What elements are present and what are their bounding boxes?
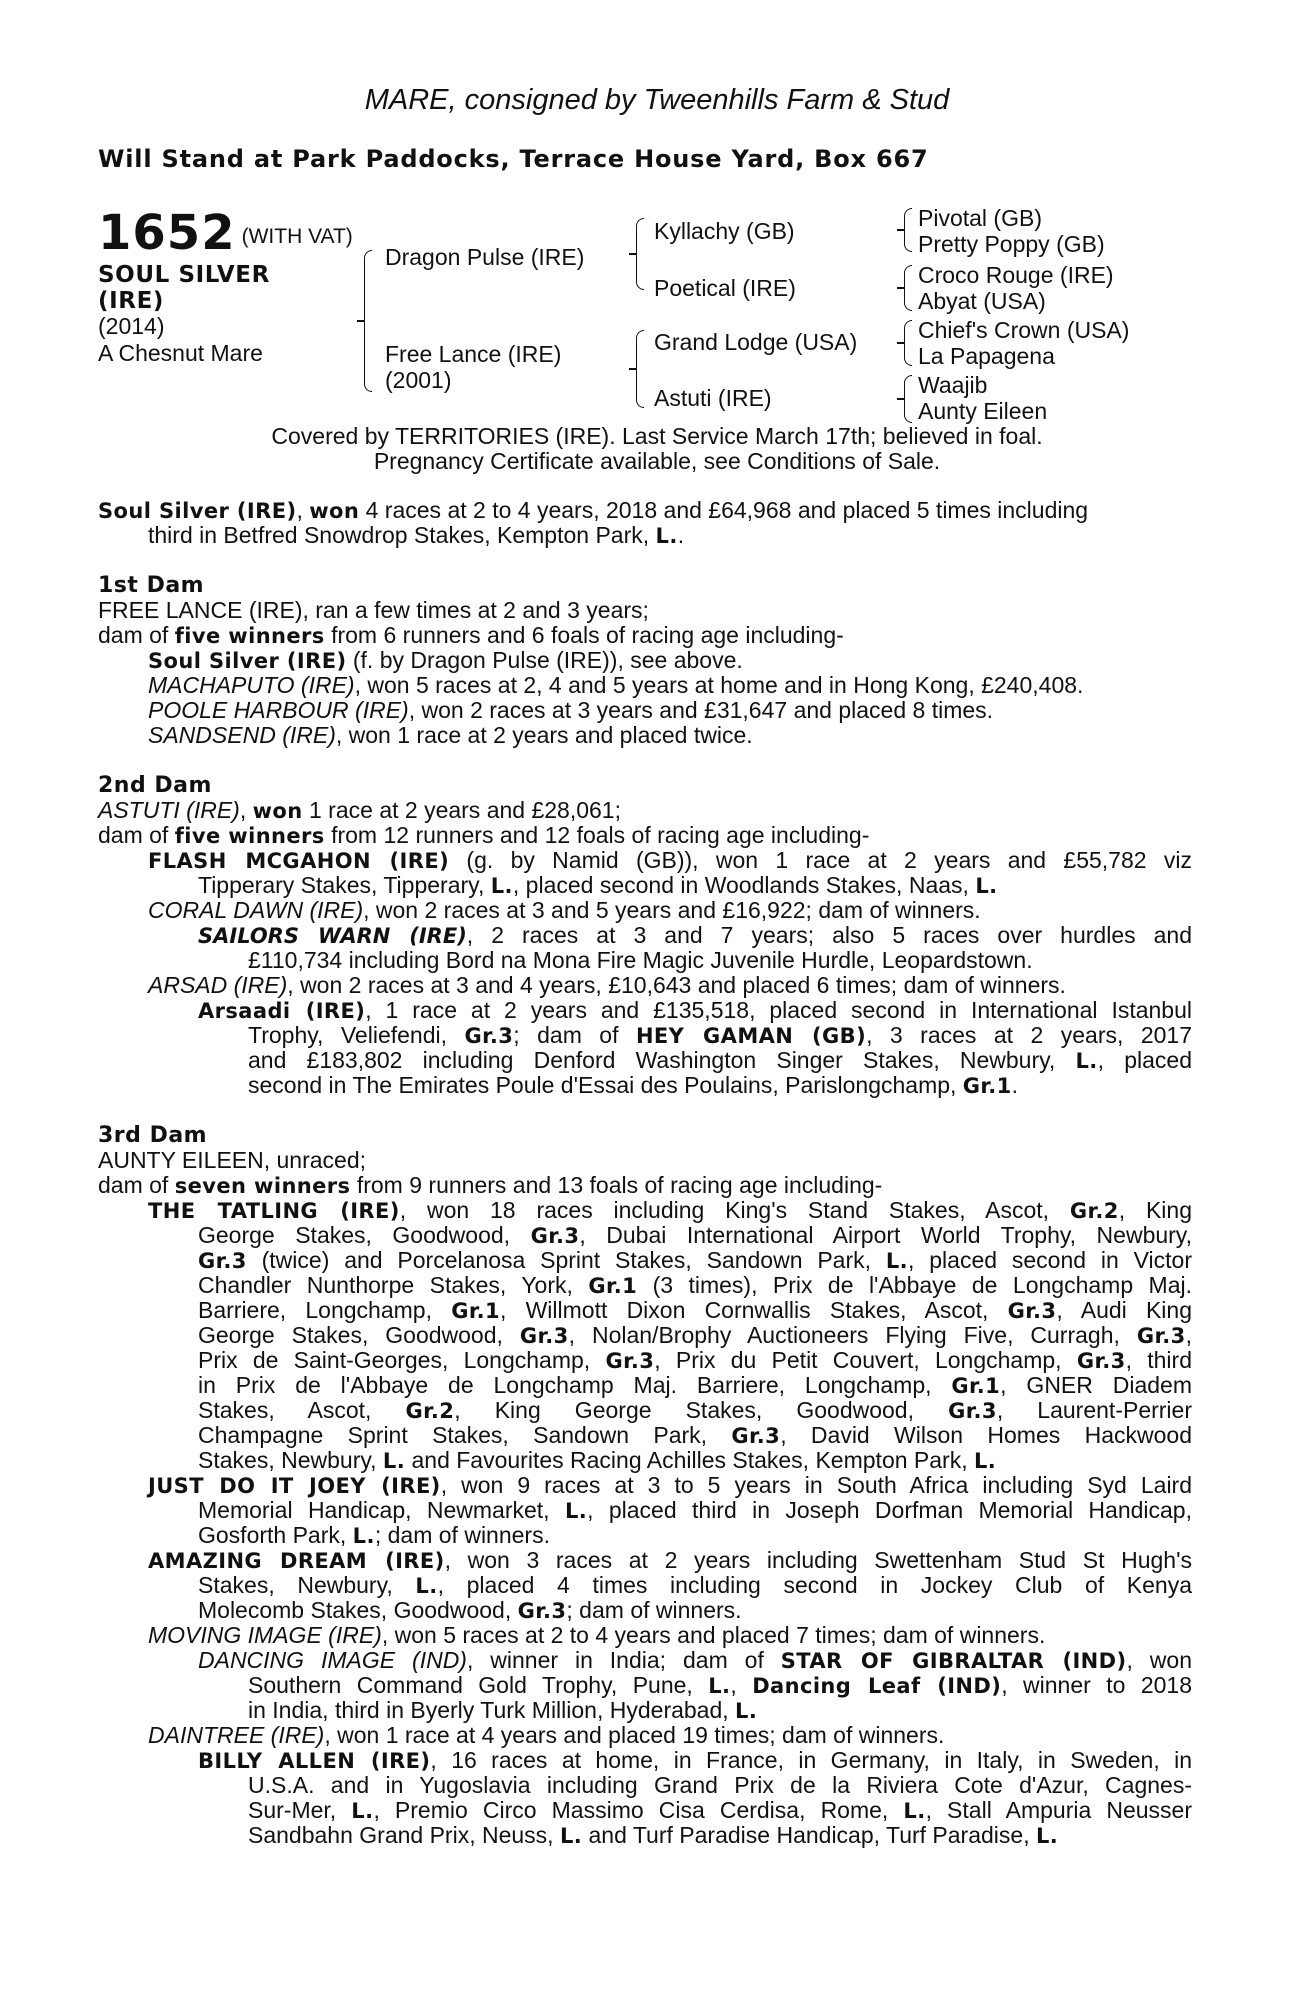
produce-entry-cont: Sur-Mer, L., Premio Circo Massimo Cisa Cerdisa, Rome, L., Stall Ampuria Neusser: [248, 1797, 1192, 1823]
produce-entry-cont: George Stakes, Goodwood, Gr.3, Nolan/Brophy Auctioneers Flying Five, Curragh, Gr.3,: [198, 1322, 1192, 1348]
vat-note: (WITH VAT): [241, 225, 353, 248]
pedigree-brace: [904, 208, 912, 252]
produce-entry: DANCING IMAGE (IND), winner in India; dam of STAR OF GIBRALTAR (IND), won: [198, 1647, 1192, 1673]
lot-header: [98, 205, 353, 261]
second-dam-line: ASTUTI (IRE), won 1 race at 2 years and £28,061;: [98, 797, 621, 823]
consignor-subtitle: MARE, consigned by Tweenhills Farm & Stud: [364, 84, 950, 116]
produce-entry-cont: George Stakes, Goodwood, Gr.3, Dubai International Airport World Trophy, Newbury,: [198, 1222, 1192, 1248]
produce-entry-cont: Tipperary Stakes, Tipperary, L., placed second in Woodlands Stakes, Naas, L.: [198, 872, 998, 898]
first-dam-line: FREE LANCE (IRE), ran a few times at 2 and 3 years;: [98, 597, 649, 623]
produce-entry: JUST DO IT JOEY (IRE), won 9 races at 3 to 5 years in South Africa including Syd Laird: [148, 1472, 1193, 1498]
first-dam-heading: 1st Dam: [98, 573, 205, 598]
pedigree-g3-2: Pretty Poppy (GB): [918, 231, 1105, 257]
pedigree-brace-point: [357, 320, 364, 322]
produce-entry-cont: Memorial Handicap, Newmarket, L., placed third in Joseph Dorfman Memorial Handicap,: [198, 1497, 1192, 1523]
pedigree-sire-dam: Poetical (IRE): [654, 275, 796, 301]
pedigree-brace: [636, 218, 644, 290]
horse-description: A Chesnut Mare: [98, 340, 263, 366]
produce-entry: Soul Silver (IRE) (f. by Dragon Pulse (IRE)), see above.: [148, 647, 743, 673]
produce-entry: MOVING IMAGE (IRE), won 5 races at 2 to 4 years and placed 7 times; dam of winners.: [148, 1622, 1046, 1648]
produce-entry: DAINTREE (IRE), won 1 race at 4 years and placed 19 times; dam of winners.: [148, 1722, 945, 1748]
pedigree-brace-point: [897, 229, 904, 231]
produce-entry: AMAZING DREAM (IRE), won 3 races at 2 years including Swettenham Stud St Hugh's: [148, 1547, 1192, 1573]
produce-entry-cont: Trophy, Veliefendi, Gr.3; dam of HEY GAMAN (GB), 3 races at 2 years, 2017: [248, 1022, 1192, 1048]
pedigree-g3-1: Pivotal (GB): [918, 205, 1042, 231]
produce-entry-cont: Sandbahn Grand Prix, Neuss, L. and Turf Paradise Handicap, Turf Paradise, L.: [248, 1822, 1059, 1848]
produce-entry-cont: Stakes, Newbury, L., placed 4 times including second in Jockey Club of Kenya: [198, 1572, 1193, 1598]
produce-entry-cont: Molecomb Stakes, Goodwood, Gr.3; dam of winners.: [198, 1597, 742, 1623]
pedigree-g3-6: La Papagena: [918, 343, 1055, 369]
second-dam-produce-line: dam of five winners from 12 runners and 12 foals of racing age including-: [98, 822, 870, 848]
produce-entry-cont: £110,734 including Bord na Mona Fire Magic Juvenile Hurdle, Leopardstown.: [248, 947, 1033, 973]
pedigree-brace: [904, 320, 912, 366]
pedigree-dam: Free Lance (IRE): [385, 341, 562, 367]
covering-note: Covered by TERRITORIES (IRE). Last Service March 17th; believed in foal.: [271, 423, 1043, 449]
pedigree-g3-3: Croco Rouge (IRE): [918, 262, 1114, 288]
pedigree-brace: [904, 375, 912, 423]
produce-entry: Arsaadi (IRE), 1 race at 2 years and £135,518, placed second in International Istanbul: [198, 997, 1193, 1023]
pedigree-g3-5: Chief's Crown (USA): [918, 317, 1130, 343]
pedigree-g3-7: Waajib: [918, 372, 988, 398]
produce-entry-cont: Gosforth Park, L.; dam of winners.: [198, 1522, 550, 1548]
pedigree-sire: Dragon Pulse (IRE): [385, 244, 585, 270]
produce-entry-cont: Chandler Nunthorpe Stakes, York, Gr.1 (3 times), Prix de l'Abbaye de Longchamp Maj.: [198, 1272, 1192, 1298]
produce-entry-cont: in India, third in Byerly Turk Million, Hyderabad, L.: [248, 1697, 758, 1723]
summary-line: third in Betfred Snowdrop Stakes, Kempton Park, L..: [148, 522, 685, 548]
pedigree-brace-point: [897, 398, 904, 400]
horse-year: (2014): [98, 313, 165, 339]
pedigree-sire-sire: Kyllachy (GB): [654, 218, 795, 244]
summary-line: Soul Silver (IRE), won 4 races at 2 to 4 years, 2018 and £64,968 and placed 5 times including: [98, 497, 1089, 523]
produce-entry: FLASH MCGAHON (IRE) (g. by Namid (GB)), won 1 race at 2 years and £55,782 viz: [148, 847, 1192, 873]
pedigree-dam-dam: Astuti (IRE): [654, 385, 772, 411]
produce-entry: THE TATLING (IRE), won 18 races including King's Stand Stakes, Ascot, Gr.2, King: [148, 1197, 1192, 1223]
pedigree-g3-4: Abyat (USA): [918, 288, 1046, 314]
horse-name-line1: SOUL SILVER: [98, 262, 270, 288]
produce-entry: BILLY ALLEN (IRE), 16 races at home, in France, in Germany, in Italy, in Sweden, in: [198, 1747, 1192, 1773]
horse-name: [98, 262, 318, 314]
pedigree-brace: [636, 330, 644, 408]
produce-entry-cont: Barriere, Longchamp, Gr.1, Willmott Dixon Cornwallis Stakes, Ascot, Gr.3, Audi King: [198, 1297, 1192, 1323]
produce-entry: CORAL DAWN (IRE), won 2 races at 3 and 5 years and £16,922; dam of winners.: [148, 897, 981, 923]
lot-number: 1652: [98, 205, 236, 261]
pedigree-brace-point: [897, 287, 904, 289]
produce-entry: SAILORS WARN (IRE), 2 races at 3 and 7 years; also 5 races over hurdles and: [198, 922, 1193, 948]
third-dam-produce-line: dam of seven winners from 9 runners and 13 foals of racing age including-: [98, 1172, 883, 1198]
produce-entry-cont: Prix de Saint-Georges, Longchamp, Gr.3, Prix du Petit Couvert, Longchamp, Gr.3, third: [198, 1347, 1192, 1373]
summary-horse-name: Soul Silver (IRE): [98, 499, 297, 523]
pregnancy-note: Pregnancy Certificate available, see Conditions of Sale.: [373, 448, 941, 474]
produce-entry-cont: in Prix de l'Abbaye de Longchamp Maj. Barriere, Longchamp, Gr.1, GNER Diadem: [198, 1372, 1192, 1398]
produce-entry-cont: Stakes, Newbury, L. and Favourites Racing Achilles Stakes, Kempton Park, L.: [198, 1447, 997, 1473]
produce-entry-cont: U.S.A. and in Yugoslavia including Grand Prix de la Riviera Cote d'Azur, Cagnes-: [248, 1772, 1192, 1798]
third-dam-heading: 3rd Dam: [98, 1123, 208, 1148]
produce-entry-cont: Gr.3 (twice) and Porcelanosa Sprint Stakes, Sandown Park, L., placed second in Victor: [198, 1247, 1193, 1273]
second-dam-heading: 2nd Dam: [98, 773, 212, 798]
produce-entry-cont: and £183,802 including Denford Washington Singer Stakes, Newbury, L., placed: [248, 1047, 1192, 1073]
produce-entry: SANDSEND (IRE), won 1 race at 2 years and placed twice.: [148, 722, 753, 748]
pedigree-brace-point: [629, 368, 636, 370]
pedigree-brace-point: [897, 342, 904, 344]
pedigree-brace-point: [629, 253, 636, 255]
pedigree-brace: [904, 265, 912, 311]
produce-entry-cont: Champagne Sprint Stakes, Sandown Park, Gr.3, David Wilson Homes Hackwood: [198, 1422, 1192, 1448]
third-dam-line: AUNTY EILEEN, unraced;: [98, 1147, 367, 1173]
horse-name-line2: (IRE): [98, 288, 165, 314]
pedigree-dam-year: (2001): [385, 367, 452, 393]
first-dam-produce-line: dam of five winners from 6 runners and 6 foals of racing age including-: [98, 622, 844, 648]
pedigree-g3-8: Aunty Eileen: [918, 398, 1048, 424]
pedigree-brace: [364, 250, 372, 392]
stand-location: Will Stand at Park Paddocks, Terrace House Yard, Box 667: [98, 145, 929, 173]
produce-entry-cont: Stakes, Ascot, Gr.2, King George Stakes, Goodwood, Gr.3, Laurent-Perrier: [198, 1397, 1192, 1423]
produce-entry-cont: second in The Emirates Poule d'Essai des Poulains, Parislongchamp, Gr.1.: [248, 1072, 1018, 1098]
produce-entry: MACHAPUTO (IRE), won 5 races at 2, 4 and 5 years at home and in Hong Kong, £240,408.: [148, 672, 1084, 698]
summary-won: won: [309, 499, 360, 523]
pedigree-dam-sire: Grand Lodge (USA): [654, 329, 858, 355]
produce-entry: ARSAD (IRE), won 2 races at 3 and 4 years, £10,643 and placed 6 times; dam of winners.: [148, 972, 1066, 998]
produce-entry: POOLE HARBOUR (IRE), won 2 races at 3 years and £31,647 and placed 8 times.: [148, 697, 994, 723]
produce-entry-cont: Southern Command Gold Trophy, Pune, L., Dancing Leaf (IND), winner to 2018: [248, 1672, 1192, 1698]
